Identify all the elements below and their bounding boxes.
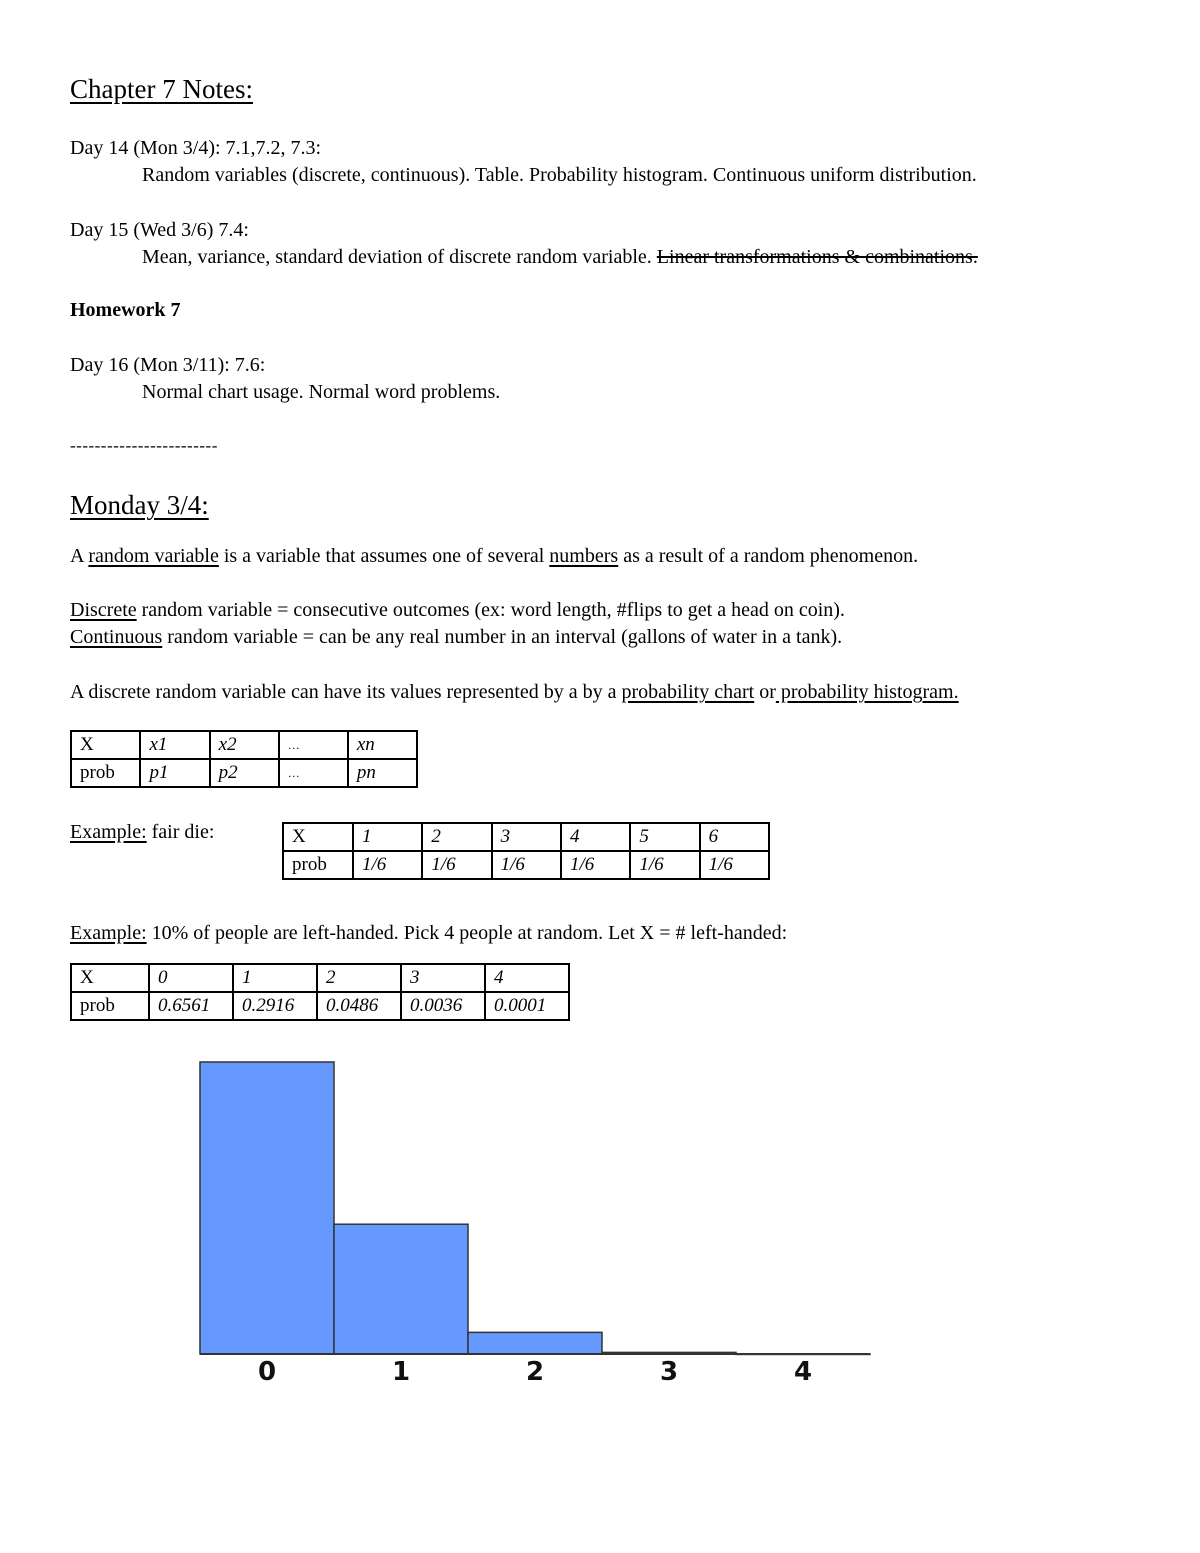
table-cell: x2 bbox=[210, 731, 279, 759]
table-cell: … bbox=[279, 731, 348, 759]
table-cell: 1/6 bbox=[353, 851, 422, 879]
table-cell: … bbox=[279, 759, 348, 787]
represent-text-2: or bbox=[754, 681, 776, 703]
def-text-1: A bbox=[70, 545, 89, 567]
table-cell: prob bbox=[71, 992, 149, 1020]
table-cell: 1/6 bbox=[630, 851, 699, 879]
schedule-day16-detail: Normal chart usage. Normal word problems. bbox=[142, 381, 501, 403]
section-title: Monday 3/4: bbox=[70, 490, 209, 520]
def-text-3: as a result of a random phenomenon. bbox=[618, 545, 919, 567]
separator: ------------------------ bbox=[70, 436, 218, 455]
represent-term-histogram: probability histogram. bbox=[775, 681, 959, 703]
table-cell: 1 bbox=[233, 964, 317, 992]
represent-text-1: A discrete random variable can have its values represented by a by a bbox=[70, 681, 622, 703]
table-cell: 0.0486 bbox=[317, 992, 401, 1020]
schedule-day15-struck: Linear transformations & combinations. bbox=[656, 246, 978, 268]
histogram-tick-label: 0 bbox=[257, 1357, 277, 1387]
table-cell: 1/6 bbox=[422, 851, 491, 879]
example2-text: 10% of people are left-handed. Pick 4 people at random. Let X = # left-handed: bbox=[146, 922, 788, 944]
histogram-bar-2 bbox=[468, 1332, 602, 1354]
schedule-day14-heading: Day 14 (Mon 3/4): 7.1,7.2, 7.3: bbox=[70, 137, 322, 159]
schedule-day14-detail: Random variables (discrete, continuous). Table. Probability histogram. Continuous uniform distribution. bbox=[142, 164, 977, 186]
table-cell: prob bbox=[283, 851, 353, 879]
table-cell: X bbox=[283, 823, 353, 851]
table-cell: 2 bbox=[422, 823, 491, 851]
table-cell: p1 bbox=[140, 759, 209, 787]
table-cell: 6 bbox=[700, 823, 769, 851]
histogram-tick-label: 3 bbox=[659, 1357, 679, 1387]
schedule-day15-heading: Day 15 (Wed 3/6) 7.4: bbox=[70, 219, 249, 241]
table-cell: 1/6 bbox=[700, 851, 769, 879]
table-cell: p2 bbox=[210, 759, 279, 787]
table-cell: X bbox=[71, 964, 149, 992]
continuous-term: Continuous bbox=[70, 626, 163, 648]
histogram-tick-label: 2 bbox=[525, 1357, 545, 1387]
table-cell: 2 bbox=[317, 964, 401, 992]
table-cell: 1/6 bbox=[561, 851, 630, 879]
table-cell: 4 bbox=[561, 823, 630, 851]
histogram-tick-label: 1 bbox=[391, 1357, 411, 1387]
table-cell: xn bbox=[348, 731, 417, 759]
discrete-term: Discrete bbox=[70, 599, 137, 621]
continuous-text: random variable = can be any real number in an interval (gallons of water in a tank). bbox=[162, 626, 843, 648]
schedule-day15-detail: Mean, variance, standard deviation of discrete random variable. bbox=[142, 246, 652, 268]
example2-label: Example: bbox=[70, 922, 147, 944]
table-cell: 0 bbox=[149, 964, 233, 992]
table-cell: 1/6 bbox=[492, 851, 561, 879]
table-cell: X bbox=[71, 731, 140, 759]
page-title: Chapter 7 Notes: bbox=[70, 74, 253, 104]
table-cell: 0.0001 bbox=[485, 992, 569, 1020]
discrete-text: random variable = consecutive outcomes (ex: word length, #flips to get a head on coin). bbox=[136, 599, 845, 621]
table-cell: 1 bbox=[353, 823, 422, 851]
table-cell: 4 bbox=[485, 964, 569, 992]
def-text-2: is a variable that assumes one of several bbox=[218, 545, 550, 567]
example1-text: fair die: bbox=[146, 821, 215, 843]
histogram-bar-1 bbox=[334, 1224, 468, 1354]
table-cell: 3 bbox=[492, 823, 561, 851]
table-cell: 3 bbox=[401, 964, 485, 992]
table-cell: 0.0036 bbox=[401, 992, 485, 1020]
table-cell: 5 bbox=[630, 823, 699, 851]
homework-label: Homework 7 bbox=[70, 299, 181, 321]
def-term-random-variable: random variable bbox=[88, 545, 219, 567]
example1-label: Example: bbox=[70, 821, 147, 843]
schedule-day16-heading: Day 16 (Mon 3/11): 7.6: bbox=[70, 354, 266, 376]
histogram-bar-0 bbox=[200, 1062, 334, 1354]
table-cell: 0.6561 bbox=[149, 992, 233, 1020]
table-cell: x1 bbox=[140, 731, 209, 759]
def-term-numbers: numbers bbox=[549, 545, 619, 567]
histogram-tick-label: 4 bbox=[793, 1357, 813, 1387]
table-cell: pn bbox=[348, 759, 417, 787]
table-cell: 0.2916 bbox=[233, 992, 317, 1020]
represent-term-chart: probability chart bbox=[621, 681, 755, 703]
table-cell: prob bbox=[71, 759, 140, 787]
